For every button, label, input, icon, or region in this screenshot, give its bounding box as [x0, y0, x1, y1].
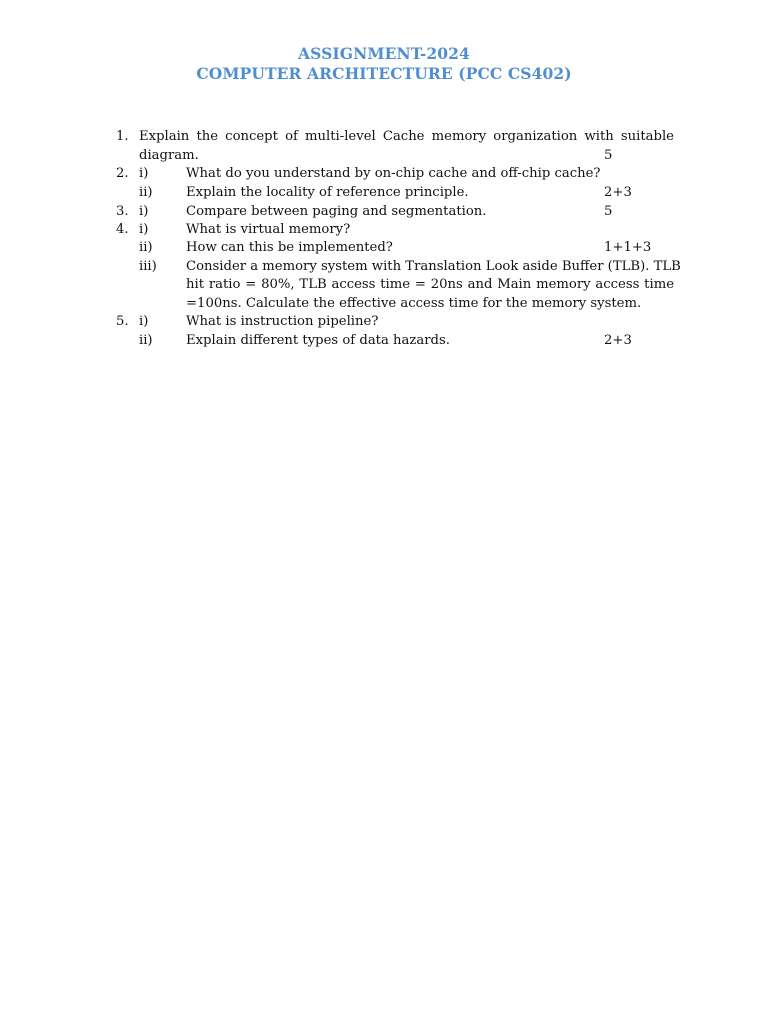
subquestion-text: What is instruction pipeline?	[186, 314, 379, 329]
question-marks: 5	[604, 204, 613, 219]
question-number: 1.	[116, 129, 129, 144]
subquestion-text-continued: hit ratio = 80%, TLB access time = 20ns and Main memory access time	[186, 277, 674, 292]
question-number: 2.	[116, 166, 129, 181]
question-marks: 2+3	[604, 333, 632, 348]
subquestion-text: Compare between paging and segmentation.	[186, 204, 487, 219]
subquestion-text-continued: =100ns. Calculate the effective access time for the memory system.	[186, 296, 642, 311]
subquestion-text: What do you understand by on-chip cache and off-chip cache?	[186, 166, 601, 181]
subquestion-label: ii)	[139, 240, 153, 255]
question-number: 3.	[116, 204, 129, 219]
subquestion-label: i)	[139, 204, 149, 219]
question-number: 4.	[116, 222, 129, 237]
subquestion-text: What is virtual memory?	[186, 222, 351, 237]
subquestion-label: ii)	[139, 185, 153, 200]
question-marks: 2+3	[604, 185, 632, 200]
subquestion-text: Consider a memory system with Translation Look aside Buffer (TLB). TLB	[186, 259, 681, 274]
question-marks: 1+1+3	[604, 240, 652, 255]
question-text-continued: diagram.	[139, 148, 199, 163]
subquestion-label: i)	[139, 166, 149, 181]
question-number: 5.	[116, 314, 129, 329]
subquestion-text: Explain different types of data hazards.	[186, 333, 450, 348]
subquestion-label: i)	[139, 222, 149, 237]
question-marks: 5	[604, 148, 613, 163]
subquestion-text: How can this be implemented?	[186, 240, 393, 255]
course-title: COMPUTER ARCHITECTURE (PCC CS402)	[196, 64, 572, 83]
subquestion-text: Explain the locality of reference principle.	[186, 185, 469, 200]
subquestion-label: i)	[139, 314, 149, 329]
assignment-title: ASSIGNMENT-2024	[298, 44, 470, 63]
question-text: Explain the concept of multi-level Cache memory organization with suitable	[139, 129, 674, 144]
subquestion-label: iii)	[139, 259, 157, 274]
subquestion-label: ii)	[139, 333, 153, 348]
